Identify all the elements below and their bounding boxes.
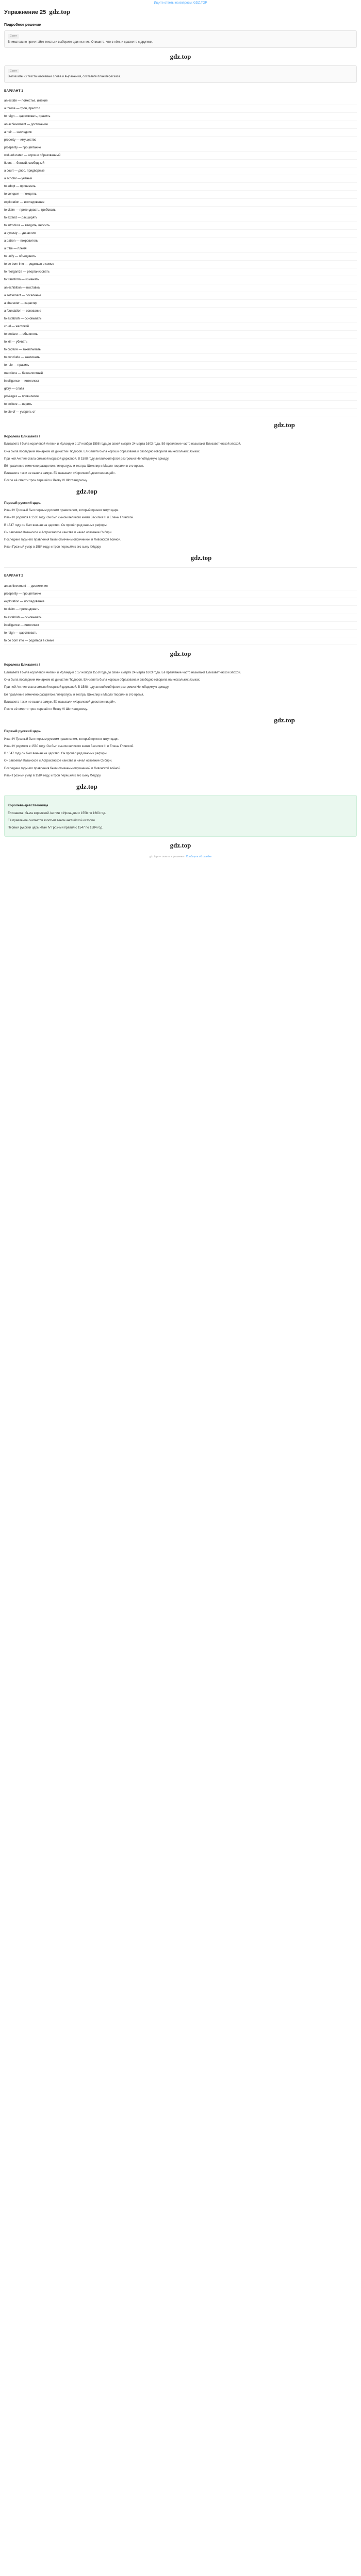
vocab-item: to introduce — вводить, вносить: [4, 222, 357, 230]
summary-card: [4, 795, 357, 837]
footer: gdz.top — ответы и решения · Сообщить об ошибке: [149, 855, 212, 858]
vocab-item: to capture — захватывать: [4, 346, 357, 354]
vocab-item: exploration — исследование: [4, 598, 357, 606]
top-note[interactable]: Ищите ответы на вопросы: GDZ.TOP: [154, 2, 207, 5]
vocab-item: a throne — трон, престол: [4, 105, 357, 113]
paragraph: После её смерти трон перешёл к Якову VI Шотландскому.: [4, 707, 88, 711]
vocab-item: cruel — жестокий: [4, 323, 357, 331]
tip-text: Выпишите из текста ключевые слова и выражения, составьте план пересказа.: [8, 75, 121, 79]
vocab-item: a dynasty — династия: [4, 230, 357, 238]
vocab-item: a character — характер: [4, 300, 357, 308]
summary-title: Королева-девственница: [8, 804, 48, 808]
paragraph: Иван IV Грозный был первым русским правителем, который принял титул царя.: [4, 738, 119, 741]
section-heading: Королева Елизавета I: [4, 663, 40, 667]
vocab-item: to claim — претендовать, требовать: [4, 207, 357, 214]
tip-badge: Совет: [8, 34, 19, 39]
vocab-item: intelligence — интеллект: [4, 378, 357, 385]
vocab-item: to transform — изменять: [4, 276, 357, 284]
vocab-item: merciless — безжалостный: [4, 370, 357, 378]
paragraph: Иван IV родился в 1530 году. Он был сыном великого князя Василия III и Елены Глинской.: [4, 745, 135, 749]
vocab-item: to conquer — покорять: [4, 191, 357, 198]
watermark-logo: gdz.top: [76, 487, 97, 495]
tip-card: [4, 65, 357, 83]
paragraph: Последние годы его правления были отмечены опричниной и Ливонской войной.: [4, 767, 121, 770]
paragraph: Иван IV Грозный был первым русским правителем, который принял титул царя.: [4, 509, 119, 513]
vocab-item: to be born into — родиться в семье: [4, 637, 357, 645]
tip-card: [4, 30, 357, 48]
paragraph: Первый русский царь Иван IV Грозный правил с 1547 по 1584 год.: [8, 826, 103, 830]
vocab-item: to reign — царствовать: [4, 630, 357, 637]
vocab-item: a tribe — племя: [4, 245, 357, 253]
tip-badge: Совет: [8, 69, 19, 74]
vocab-item: to conclude — заключать: [4, 354, 357, 362]
vocabulary-list: [4, 97, 357, 416]
paragraph: Он завоевал Казанское и Астраханское ханства и начал освоение Сибири.: [4, 759, 112, 763]
paragraph: Последние годы его правления были отмечены опричниной и Ливонской войной.: [4, 538, 121, 541]
paragraph: Её правление считается золотым веком английской истории.: [8, 819, 96, 823]
vocab-item: to establish — основывать: [4, 315, 357, 323]
vocab-item: property — имущество: [4, 137, 357, 144]
tip-text: Внимательно прочитайте тексты и выберите один из них. Опишите, что в нём, и сравните с другими.: [8, 41, 153, 44]
vocabulary-list: [4, 583, 357, 645]
vocab-item: an achievement — достижение: [4, 121, 357, 129]
vocab-item: to establish — основывать: [4, 614, 357, 622]
vocab-item: to unify — объединять: [4, 253, 357, 261]
section-heading: Первый русский царь: [4, 730, 41, 734]
footer-text: gdz.top — ответы и решения: [149, 855, 184, 858]
paragraph: При ней Англия стала сильной морской державой. В 1588 году английский флот разгромил Непобедимую армаду.: [4, 457, 169, 461]
vocab-item: to believe — верить: [4, 401, 357, 409]
vocab-item: fluent — беглый, свободный: [4, 160, 357, 167]
vocab-item: to extend — расширять: [4, 214, 357, 222]
tsar-text: [4, 509, 357, 549]
divider: [4, 567, 357, 568]
paragraph: Он завоевал Казанское и Астраханское ханства и начал освоение Сибири.: [4, 531, 112, 534]
section-heading: Королева Елизавета I: [4, 434, 40, 438]
vocab-item: glory — слава: [4, 385, 357, 393]
watermark-logo: gdz.top: [274, 716, 295, 724]
vocab-item: to be born into — родиться в семье: [4, 261, 357, 268]
paragraph: Она была последним монархом из династии Тюдоров. Елизавета была хорошо образована и свободно говорила на нескольких языках.: [4, 679, 201, 682]
paragraph: Её правление отмечено расцветом литературы и театра. Шекспир и Марло творили в это время.: [4, 464, 144, 468]
watermark-logo: gdz.top: [76, 782, 97, 790]
paragraph: В 1547 году он был венчан на царство. Он провёл ряд важных реформ.: [4, 523, 108, 527]
vocab-item: to kill — убивать: [4, 338, 357, 346]
page-title: Упражнение 25: [4, 9, 46, 15]
summary-text: [8, 811, 353, 830]
vocab-item: to rule — править: [4, 362, 357, 369]
vocab-item: a court — двор, придворные: [4, 167, 357, 175]
variant-heading: ВАРИАНТ 2: [4, 574, 23, 578]
report-error-link[interactable]: Сообщить об ошибке: [186, 855, 212, 858]
vocab-item: a foundation — основание: [4, 308, 357, 315]
paragraph: Она была последним монархом из династии Тюдоров. Елизавета была хорошо образована и свободно говорила на нескольких языках.: [4, 450, 201, 453]
paragraph: Иван Грозный умер в 1584 году, и трон перешёл к его сыну Фёдору.: [4, 545, 102, 549]
watermark-logo: gdz.top: [170, 53, 191, 61]
vocab-item: to reorganize — реорганизовать: [4, 268, 357, 276]
paragraph: Елизавета I была королевой Англии и Ирландии с 1558 по 1603 год.: [8, 812, 106, 815]
vocab-item: to reign — царствовать, править: [4, 113, 357, 121]
vocab-item: well-educated — хорошо образованный: [4, 152, 357, 160]
vocab-item: to die of — умереть от: [4, 409, 357, 416]
vocab-item: to declare — объявлять: [4, 331, 357, 338]
vocab-item: to adopt — принимать: [4, 183, 357, 191]
vocab-item: a scholar — учёный: [4, 175, 357, 183]
paragraph: В 1547 году он был венчан на царство. Он провёл ряд важных реформ.: [4, 752, 108, 756]
paragraph: Елизавета так и не вышла замуж. Её называли «Королевой-девственницей».: [4, 471, 116, 475]
paragraph: Иван Грозный умер в 1584 году, и трон перешёл к его сыну Фёдору.: [4, 774, 102, 777]
variant-heading: ВАРИАНТ 1: [4, 89, 23, 93]
paragraph: Елизавета I была королевой Англии и Ирландии с 17 ноября 1558 года до своей смерти 24 марта 1603 года. Её правление часто называют Елизаветинской эпохой.: [4, 671, 241, 675]
paragraph: Елизавета так и не вышла замуж. Её называли «Королевой-девственницей».: [4, 700, 116, 704]
paragraph: После её смерти трон перешёл к Якову VI Шотландскому.: [4, 479, 88, 482]
watermark-logo: gdz.top: [190, 553, 212, 562]
watermark-logo: gdz.top: [49, 8, 71, 15]
vocab-item: to claim — претендовать: [4, 606, 357, 614]
solution-title: Подробное решение: [4, 23, 41, 27]
watermark-logo: gdz.top: [274, 421, 295, 429]
vocab-item: a patron — покровитель: [4, 238, 357, 245]
vocab-item: an estate — поместье, имение: [4, 97, 357, 105]
paragraph: Елизавета I была королевой Англии и Ирландии с 17 ноября 1558 года до своей смерти 24 марта 1603 года. Её правление часто называют Елизаветинской эпохой.: [4, 443, 241, 446]
vocab-item: prosperity — процветание: [4, 590, 357, 598]
paragraph: При ней Англия стала сильной морской державой. В 1588 году английский флот разгромил Непобедимую армаду.: [4, 686, 169, 689]
vocab-item: a settlement — поселение: [4, 292, 357, 300]
vocab-item: an achievement — достижение: [4, 583, 357, 590]
vocab-item: a heir — наследник: [4, 129, 357, 137]
queen-text: [4, 671, 357, 711]
page-header: [4, 7, 357, 16]
tsar-text: [4, 737, 357, 778]
vocab-item: exploration — исследование: [4, 199, 357, 207]
vocab-item: an exhibition — выставка: [4, 284, 357, 292]
vocab-item: privileges — привилегии: [4, 393, 357, 401]
watermark-logo: gdz.top: [170, 649, 191, 657]
queen-text: [4, 442, 357, 483]
section-heading: Первый русский царь: [4, 501, 41, 505]
vocab-item: intelligence — интеллект: [4, 622, 357, 630]
paragraph: Иван IV родился в 1530 году. Он был сыном великого князя Василия III и Елены Глинской.: [4, 516, 135, 520]
vocab-item: prosperity — процветание: [4, 144, 357, 152]
paragraph: Её правление отмечено расцветом литературы и театра. Шекспир и Марло творили в это время.: [4, 693, 144, 697]
watermark-logo: gdz.top: [170, 841, 191, 850]
